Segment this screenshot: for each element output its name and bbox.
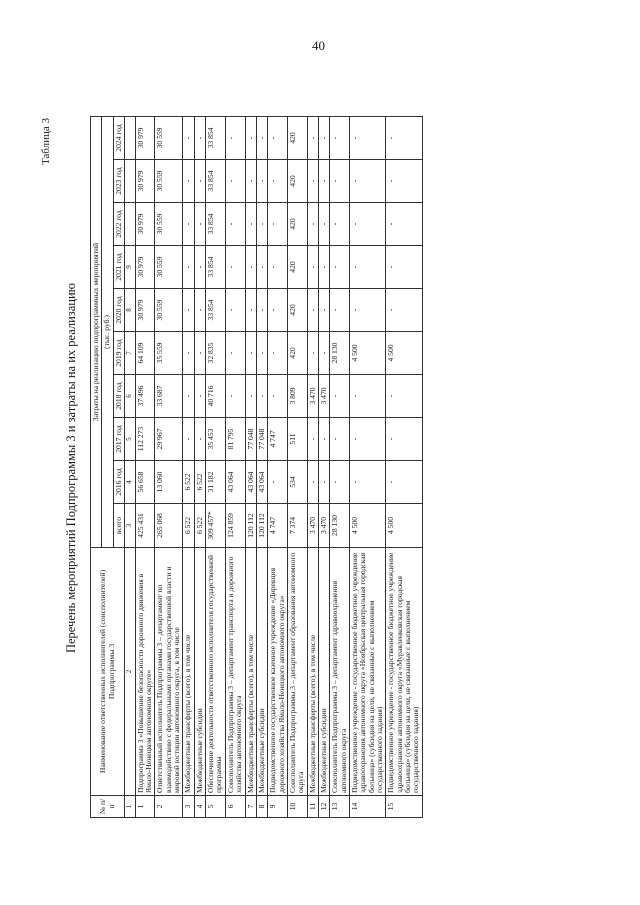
- row-year-value: 30 559: [155, 203, 183, 246]
- row-year-value: -: [245, 160, 256, 203]
- row-year-value: -: [245, 375, 256, 418]
- table-row: [256, 116, 267, 817]
- row-year-value: 56 658: [135, 461, 155, 504]
- row-total: 265 068: [155, 504, 183, 548]
- row-year-value: 534: [287, 461, 307, 504]
- table-row: [307, 116, 318, 817]
- row-year-value: 33 687: [155, 375, 183, 418]
- table-row: [349, 116, 385, 817]
- table-row: [330, 116, 350, 817]
- row-number: 9: [268, 796, 288, 818]
- row-year-value: 29 967: [155, 418, 183, 461]
- row-year-value: -: [318, 461, 329, 504]
- row-year-value: 4 747: [268, 418, 288, 461]
- row-year-value: -: [225, 116, 245, 159]
- row-year-value: -: [386, 116, 422, 159]
- table-row: [268, 116, 288, 817]
- row-year-value: -: [330, 160, 350, 203]
- column-number: 3: [125, 504, 136, 548]
- row-year-value: -: [330, 203, 350, 246]
- row-number: 6: [225, 796, 245, 818]
- row-year-value: -: [349, 116, 385, 159]
- row-name: Соисполнитель Подпрограммы 3 – департамент транспорта и дорожного хозяйства автономного округа: [225, 548, 245, 796]
- rotated-page-content: [40, 118, 600, 818]
- row-year-value: 64 109: [135, 332, 155, 375]
- header-total: всего: [113, 504, 124, 548]
- row-year-value: -: [194, 203, 205, 246]
- row-year-value: -: [183, 203, 194, 246]
- row-year-value: 13 060: [155, 461, 183, 504]
- row-year-value: -: [349, 418, 385, 461]
- header-year: 2022 год: [113, 203, 124, 246]
- row-number: 7: [245, 796, 256, 818]
- row-year-value: -: [256, 375, 267, 418]
- row-year-value: -: [225, 289, 245, 332]
- row-total: 120 112: [245, 504, 256, 548]
- row-year-value: -: [183, 246, 194, 289]
- row-year-value: -: [386, 289, 422, 332]
- row-year-value: -: [225, 246, 245, 289]
- column-number: 9: [125, 246, 136, 289]
- row-year-value: -: [245, 246, 256, 289]
- row-year-value: 37 496: [135, 375, 155, 418]
- row-name: Подведомственное учреждение - государственное бюджетное учреждение здравоохранения автономного округа «Ноябрьская центральная городская больница» (субсидия на цели, не связанные с выполнением государственного задания): [349, 548, 385, 796]
- row-year-value: -: [194, 116, 205, 159]
- row-year-value: -: [256, 246, 267, 289]
- row-year-value: -: [386, 375, 422, 418]
- row-year-value: -: [330, 246, 350, 289]
- row-year-value: -: [318, 203, 329, 246]
- row-year-value: -: [245, 203, 256, 246]
- row-year-value: -: [256, 289, 267, 332]
- row-name: Подведомственное учреждение - государственное бюджетное учреждение здравоохранения автономного округа «Муравленковская городская больница» (субсидия на цели, не связанные с выполнением государственного задания): [386, 548, 422, 796]
- row-year-value: -: [225, 203, 245, 246]
- costs-table: [90, 116, 423, 818]
- table-body: [125, 116, 423, 817]
- header-year: 2020 год: [113, 289, 124, 332]
- row-year-value: -: [349, 160, 385, 203]
- row-year-value: -: [386, 160, 422, 203]
- row-year-value: 33 854: [206, 203, 226, 246]
- column-number: 6: [125, 375, 136, 418]
- row-year-value: 420: [287, 246, 307, 289]
- header-units: (тыс. руб.): [102, 116, 113, 547]
- row-year-value: -: [183, 289, 194, 332]
- row-number: 13: [330, 796, 350, 818]
- row-year-value: -: [225, 332, 245, 375]
- row-year-value: 33 854: [206, 289, 226, 332]
- row-year-value: -: [386, 246, 422, 289]
- row-number: 11: [307, 796, 318, 818]
- document-title: Перечень мероприятий Подпрограммы 3 и затраты на их реализацию: [64, 282, 78, 654]
- row-number: 12: [318, 796, 329, 818]
- column-number: 7: [125, 332, 136, 375]
- row-name: Подпрограмма 3 «Повышение безопасности дорожного движения в Ямало-Ненецком автономном округе»: [135, 548, 155, 796]
- column-numbers-row: [125, 116, 136, 817]
- row-year-value: 112 273: [135, 418, 155, 461]
- row-year-value: -: [307, 160, 318, 203]
- row-year-value: 43 064: [256, 461, 267, 504]
- row-year-value: -: [268, 461, 288, 504]
- row-year-value: 77 048: [245, 418, 256, 461]
- row-year-value: -: [318, 289, 329, 332]
- column-number: 4: [125, 461, 136, 504]
- row-year-value: -: [318, 418, 329, 461]
- row-year-value: 30 559: [155, 246, 183, 289]
- row-year-value: -: [268, 332, 288, 375]
- row-year-value: -: [268, 160, 288, 203]
- row-total: 3 470: [318, 504, 329, 548]
- header-name: [91, 548, 125, 796]
- row-year-value: 30 979: [135, 160, 155, 203]
- row-year-value: -: [268, 116, 288, 159]
- row-number: 2: [155, 796, 183, 818]
- row-number: 4: [194, 796, 205, 818]
- row-year-value: 30 559: [155, 289, 183, 332]
- row-year-value: -: [386, 418, 422, 461]
- row-year-value: -: [268, 289, 288, 332]
- row-year-value: 35 559: [155, 332, 183, 375]
- row-number: 15: [386, 796, 422, 818]
- row-year-value: -: [183, 375, 194, 418]
- row-year-value: 33 854: [206, 246, 226, 289]
- row-name: Межбюджетные трансферты (всего), в том числе: [307, 548, 318, 796]
- row-year-value: 28 130: [330, 332, 350, 375]
- row-total: 309 457*: [206, 504, 226, 548]
- row-name: Обеспечение деятельности ответственного исполнителя государственной программы: [206, 548, 226, 796]
- row-name: Подведомственное государственное казенное учреждение «Дирекция дорожного хозяйства Ямало-Ненецкого автономного округа»: [268, 548, 288, 796]
- row-year-value: 81 795: [225, 418, 245, 461]
- header-year: 2019 год: [113, 332, 124, 375]
- row-total: 124 859: [225, 504, 245, 548]
- header-costs-label: Затраты на реализацию подпрограммных мероприятий: [91, 242, 100, 422]
- row-year-value: -: [307, 116, 318, 159]
- row-total: 4 500: [349, 504, 385, 548]
- row-year-value: 30 559: [155, 160, 183, 203]
- row-total: 120 112: [256, 504, 267, 548]
- row-year-value: -: [194, 289, 205, 332]
- header-year: 2017 год: [113, 418, 124, 461]
- row-total: 7 374: [287, 504, 307, 548]
- row-year-value: 4 500: [349, 332, 385, 375]
- row-year-value: 35 453: [206, 418, 226, 461]
- row-year-value: 420: [287, 160, 307, 203]
- row-year-value: -: [183, 116, 194, 159]
- column-number: [125, 116, 136, 159]
- header-year: 2021 год: [113, 246, 124, 289]
- row-year-value: -: [268, 203, 288, 246]
- row-year-value: 30 559: [155, 116, 183, 159]
- row-number: 1: [135, 796, 155, 818]
- table-row: [225, 116, 245, 817]
- row-name: Межбюджетные трансферты (всего), в том числе: [245, 548, 256, 796]
- row-total: 4 747: [268, 504, 288, 548]
- header-year: 2023 год: [113, 160, 124, 203]
- row-year-value: -: [307, 461, 318, 504]
- table-row: [155, 116, 183, 817]
- header-name-line2: Подпрограммы 3: [106, 643, 116, 700]
- column-number: [125, 203, 136, 246]
- row-year-value: -: [194, 246, 205, 289]
- row-number: 14: [349, 796, 385, 818]
- row-total: 28 130: [330, 504, 350, 548]
- row-year-value: 6 522: [194, 461, 205, 504]
- row-year-value: -: [183, 160, 194, 203]
- row-year-value: -: [307, 203, 318, 246]
- row-number: 10: [287, 796, 307, 818]
- row-year-value: -: [318, 246, 329, 289]
- row-year-value: 77 048: [256, 418, 267, 461]
- header-number: № п/п: [91, 796, 125, 818]
- header-year: 2016 год: [113, 461, 124, 504]
- row-year-value: 3 470: [318, 375, 329, 418]
- row-name: Межбюджетные субсидии: [194, 548, 205, 796]
- row-year-value: -: [256, 160, 267, 203]
- row-year-value: -: [245, 332, 256, 375]
- row-year-value: -: [386, 461, 422, 504]
- table-row: [287, 116, 307, 817]
- row-year-value: -: [194, 375, 205, 418]
- row-year-value: -: [183, 418, 194, 461]
- row-year-value: -: [349, 289, 385, 332]
- table-row: [245, 116, 256, 817]
- row-year-value: 420: [287, 203, 307, 246]
- table-row: [194, 116, 205, 817]
- table-row: [318, 116, 329, 817]
- row-year-value: -: [349, 246, 385, 289]
- row-year-value: -: [256, 116, 267, 159]
- row-year-value: 43 064: [245, 461, 256, 504]
- row-name: Межбюджетные субсидии: [256, 548, 267, 796]
- row-year-value: 420: [287, 332, 307, 375]
- row-year-value: -: [268, 246, 288, 289]
- row-year-value: 33 854: [206, 116, 226, 159]
- row-name: Ответственный исполнитель Подпрограммы 3 – департамент по взаимодействию с федеральными органами государственной власти и мировой юстиции автономного округа, в том числе: [155, 548, 183, 796]
- row-year-value: -: [307, 246, 318, 289]
- table-row: [386, 116, 422, 817]
- row-year-value: -: [183, 332, 194, 375]
- row-year-value: -: [307, 418, 318, 461]
- row-name: Соисполнитель Подпрограммы 3 – департамент здравоохранения автономного округа: [330, 548, 350, 796]
- row-year-value: -: [330, 375, 350, 418]
- row-number: 8: [256, 796, 267, 818]
- row-year-value: 30 979: [135, 289, 155, 332]
- row-year-value: 420: [287, 289, 307, 332]
- row-total: 425 431: [135, 504, 155, 548]
- header-costs: [91, 116, 102, 547]
- row-name: Межбюджетные субсидии: [318, 548, 329, 796]
- row-year-value: -: [318, 332, 329, 375]
- row-year-value: 30 979: [135, 116, 155, 159]
- row-year-value: 511: [287, 418, 307, 461]
- row-year-value: -: [349, 203, 385, 246]
- row-total: 6 522: [183, 504, 194, 548]
- row-year-value: -: [330, 418, 350, 461]
- row-year-value: -: [386, 203, 422, 246]
- row-year-value: 33 854: [206, 160, 226, 203]
- column-number: 5: [125, 418, 136, 461]
- row-year-value: -: [245, 116, 256, 159]
- row-year-value: -: [194, 160, 205, 203]
- row-total: 4 500: [386, 504, 422, 548]
- row-year-value: -: [349, 375, 385, 418]
- column-number: 1: [125, 796, 136, 818]
- row-year-value: 6 522: [183, 461, 194, 504]
- column-number: 2: [125, 548, 136, 796]
- row-year-value: -: [330, 461, 350, 504]
- row-year-value: -: [318, 116, 329, 159]
- header-year: 2018 год: [113, 375, 124, 418]
- row-year-value: 30 979: [135, 246, 155, 289]
- row-year-value: 32 835: [206, 332, 226, 375]
- row-year-value: 43 064: [225, 461, 245, 504]
- row-number: 5: [206, 796, 226, 818]
- row-year-value: -: [349, 461, 385, 504]
- row-name: Соисполнитель Подпрограммы 3 – департамент образования автономного округа: [287, 548, 307, 796]
- row-total: 3 470: [307, 504, 318, 548]
- header-year: 2024 год: [113, 116, 124, 159]
- row-year-value: -: [256, 332, 267, 375]
- row-name: Межбюджетные трансферты (всего), в том числе: [183, 548, 194, 796]
- row-year-value: -: [307, 289, 318, 332]
- row-year-value: 3 470: [307, 375, 318, 418]
- row-number: 3: [183, 796, 194, 818]
- table-row: [135, 116, 155, 817]
- row-year-value: -: [307, 332, 318, 375]
- row-year-value: -: [256, 203, 267, 246]
- row-year-value: 31 182: [206, 461, 226, 504]
- table-row: [183, 116, 194, 817]
- row-year-value: 30 979: [135, 203, 155, 246]
- row-year-value: 40 716: [206, 375, 226, 418]
- row-year-value: -: [268, 375, 288, 418]
- header-name-line1: Наименование ответственных исполнителей (соисполнителей): [98, 569, 108, 774]
- column-number: 8: [125, 289, 136, 332]
- table-row: [206, 116, 226, 817]
- page-number: 40: [312, 38, 325, 53]
- row-year-value: -: [225, 375, 245, 418]
- column-number: [125, 160, 136, 203]
- row-year-value: -: [330, 116, 350, 159]
- row-year-value: -: [194, 332, 205, 375]
- row-year-value: -: [318, 160, 329, 203]
- row-year-value: 3 809: [287, 375, 307, 418]
- row-year-value: -: [194, 418, 205, 461]
- row-year-value: 420: [287, 116, 307, 159]
- row-year-value: -: [245, 289, 256, 332]
- row-year-value: 4 500: [386, 332, 422, 375]
- row-total: 6 522: [194, 504, 205, 548]
- row-year-value: -: [330, 289, 350, 332]
- table-label: Таблица 3: [40, 118, 52, 166]
- row-year-value: -: [225, 160, 245, 203]
